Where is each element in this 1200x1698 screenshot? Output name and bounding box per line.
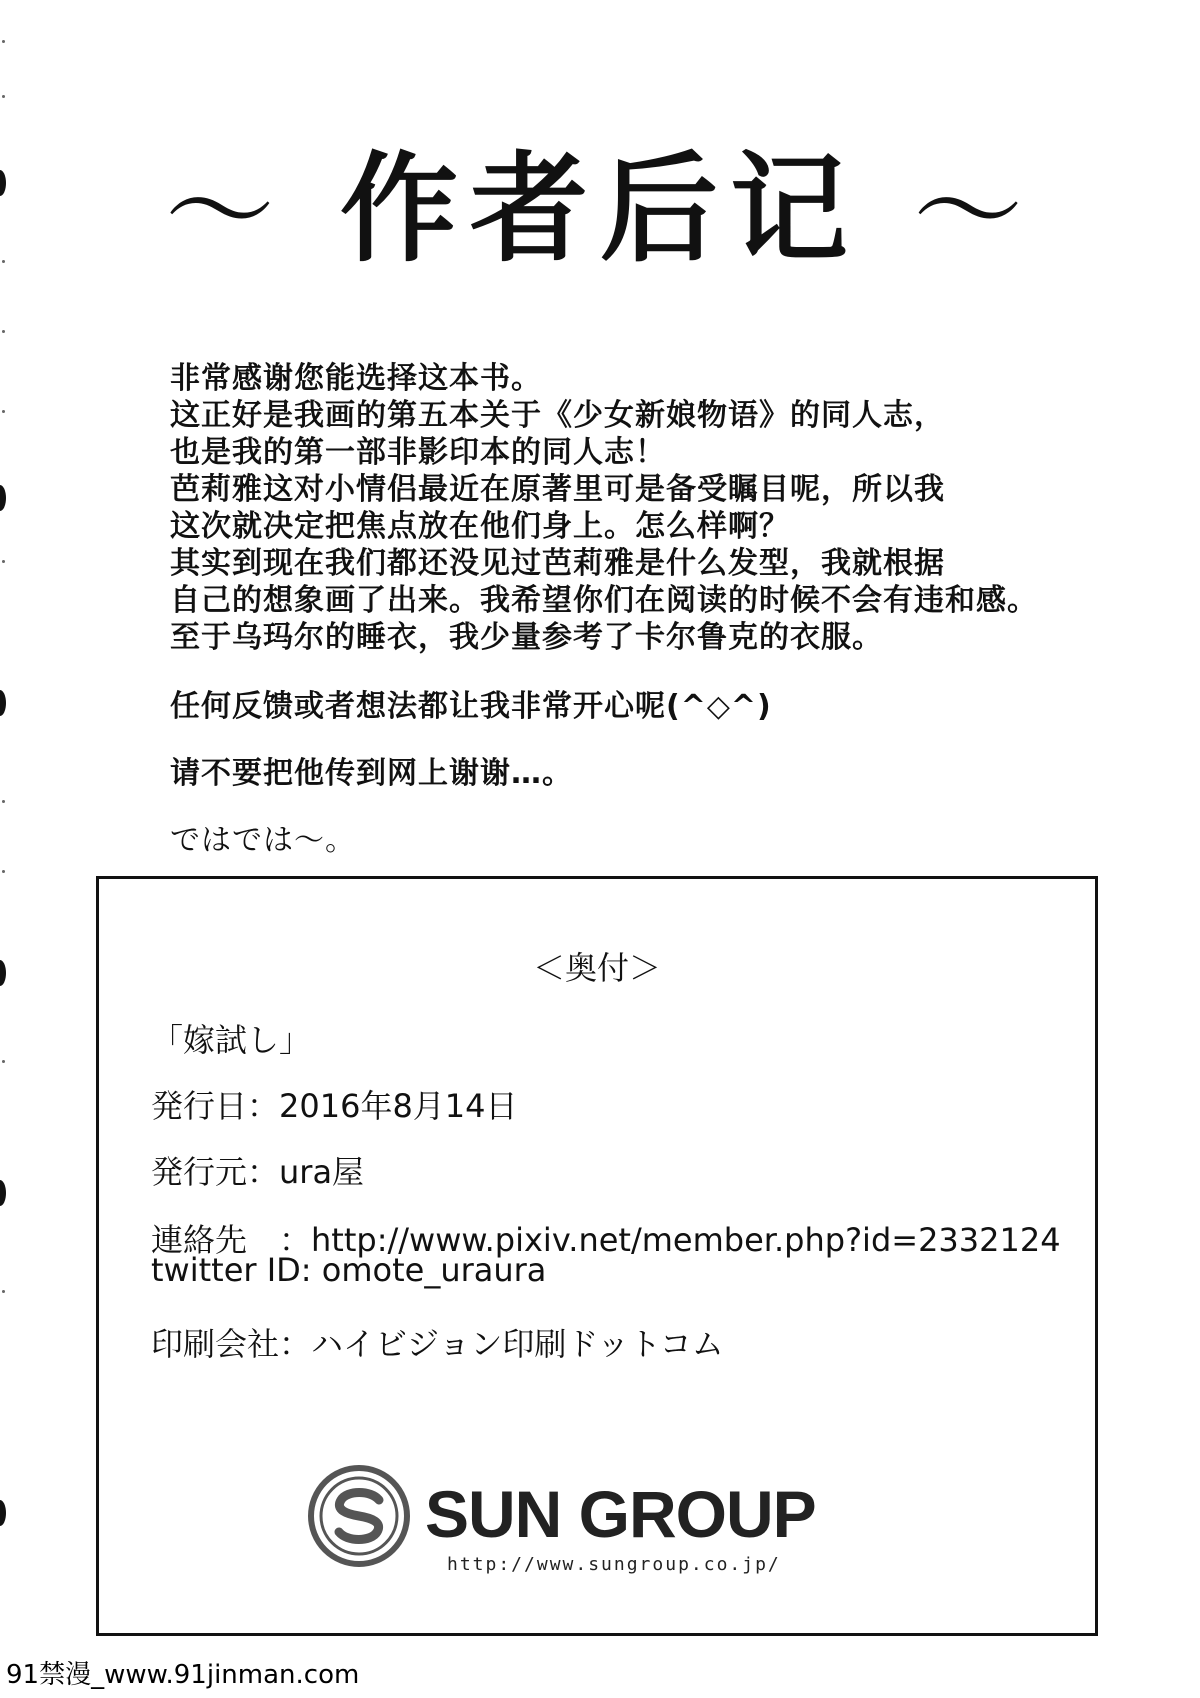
afterword-line: 也是我的第一部非影印本的同人志！ xyxy=(170,435,666,470)
afterword-body xyxy=(170,360,1170,859)
edge-dot xyxy=(2,410,5,413)
afterword-line: 自己的想象画了出来。我希望你们在阅读的时候不会有违和感。 xyxy=(170,583,1038,618)
edge-dot xyxy=(2,95,5,98)
edge-dot xyxy=(2,330,5,333)
edge-dot xyxy=(2,560,5,563)
title-text: 作者后记 xyxy=(339,139,860,278)
colophon-box xyxy=(96,876,1098,1636)
afterword-feedback: 任何反馈或者想法都让我非常开心呢(^◇^) xyxy=(170,689,772,724)
colophon-contact: 連絡先 ：http://www.pixiv.net/member.php?id=2332124 xyxy=(151,1221,1061,1259)
edge-blob xyxy=(0,485,6,511)
site-watermark: 91禁漫_www.91jinman.com xyxy=(0,1653,426,1698)
edge-dot xyxy=(2,800,5,803)
afterword-line: 这次就决定把焦点放在他们身上。怎么样啊？ xyxy=(170,509,790,544)
colophon-publisher: 発行元：ura屋 xyxy=(151,1153,365,1191)
colophon-heading: ＜奥付＞ xyxy=(532,949,661,987)
title-tilde-left: ～ xyxy=(164,148,287,276)
afterword-line: 这正好是我画的第五本关于《少女新娘物语》的同人志， xyxy=(170,398,945,433)
afterword-request: 请不要把他传到网上谢谢…。 xyxy=(170,756,573,791)
edge-blob xyxy=(0,1500,6,1526)
edge-blob xyxy=(0,690,6,716)
colophon-book-title: 「嫁試し」 xyxy=(151,1021,312,1059)
edge-dot xyxy=(2,870,5,873)
edge-dot xyxy=(2,40,5,43)
printer-logo xyxy=(307,1464,867,1574)
title-tilde-right: ～ xyxy=(913,148,1036,276)
colophon-printer: 印刷会社：ハイビジョン印刷ドットコム xyxy=(151,1325,724,1363)
afterword-title xyxy=(0,139,1200,278)
colophon-twitter: twitter ID: omote_uraura xyxy=(151,1251,547,1289)
afterword-line: 非常感谢您能选择这本书。 xyxy=(170,361,542,396)
sun-group-logo-icon xyxy=(307,1464,411,1568)
edge-dot xyxy=(2,1060,5,1063)
afterword-farewell: ではでは～。 xyxy=(170,823,356,858)
edge-dot xyxy=(2,1290,5,1293)
afterword-line: 芭莉雅这对小情侣最近在原著里可是备受瞩目呢，所以我 xyxy=(170,472,945,507)
edge-blob xyxy=(0,1180,6,1206)
afterword-line: 至于乌玛尔的睡衣，我少量参考了卡尔鲁克的衣服。 xyxy=(170,620,883,655)
colophon-release-date: 発行日：2016年8月14日 xyxy=(151,1087,518,1125)
edge-blob xyxy=(0,960,6,986)
printer-logo-name: SUN GROUP xyxy=(425,1477,816,1551)
afterword-line: 其实到现在我们都还没见过芭莉雅是什么发型，我就根据 xyxy=(170,546,945,581)
printer-logo-url: http://www.sungroup.co.jp/ xyxy=(447,1554,781,1575)
